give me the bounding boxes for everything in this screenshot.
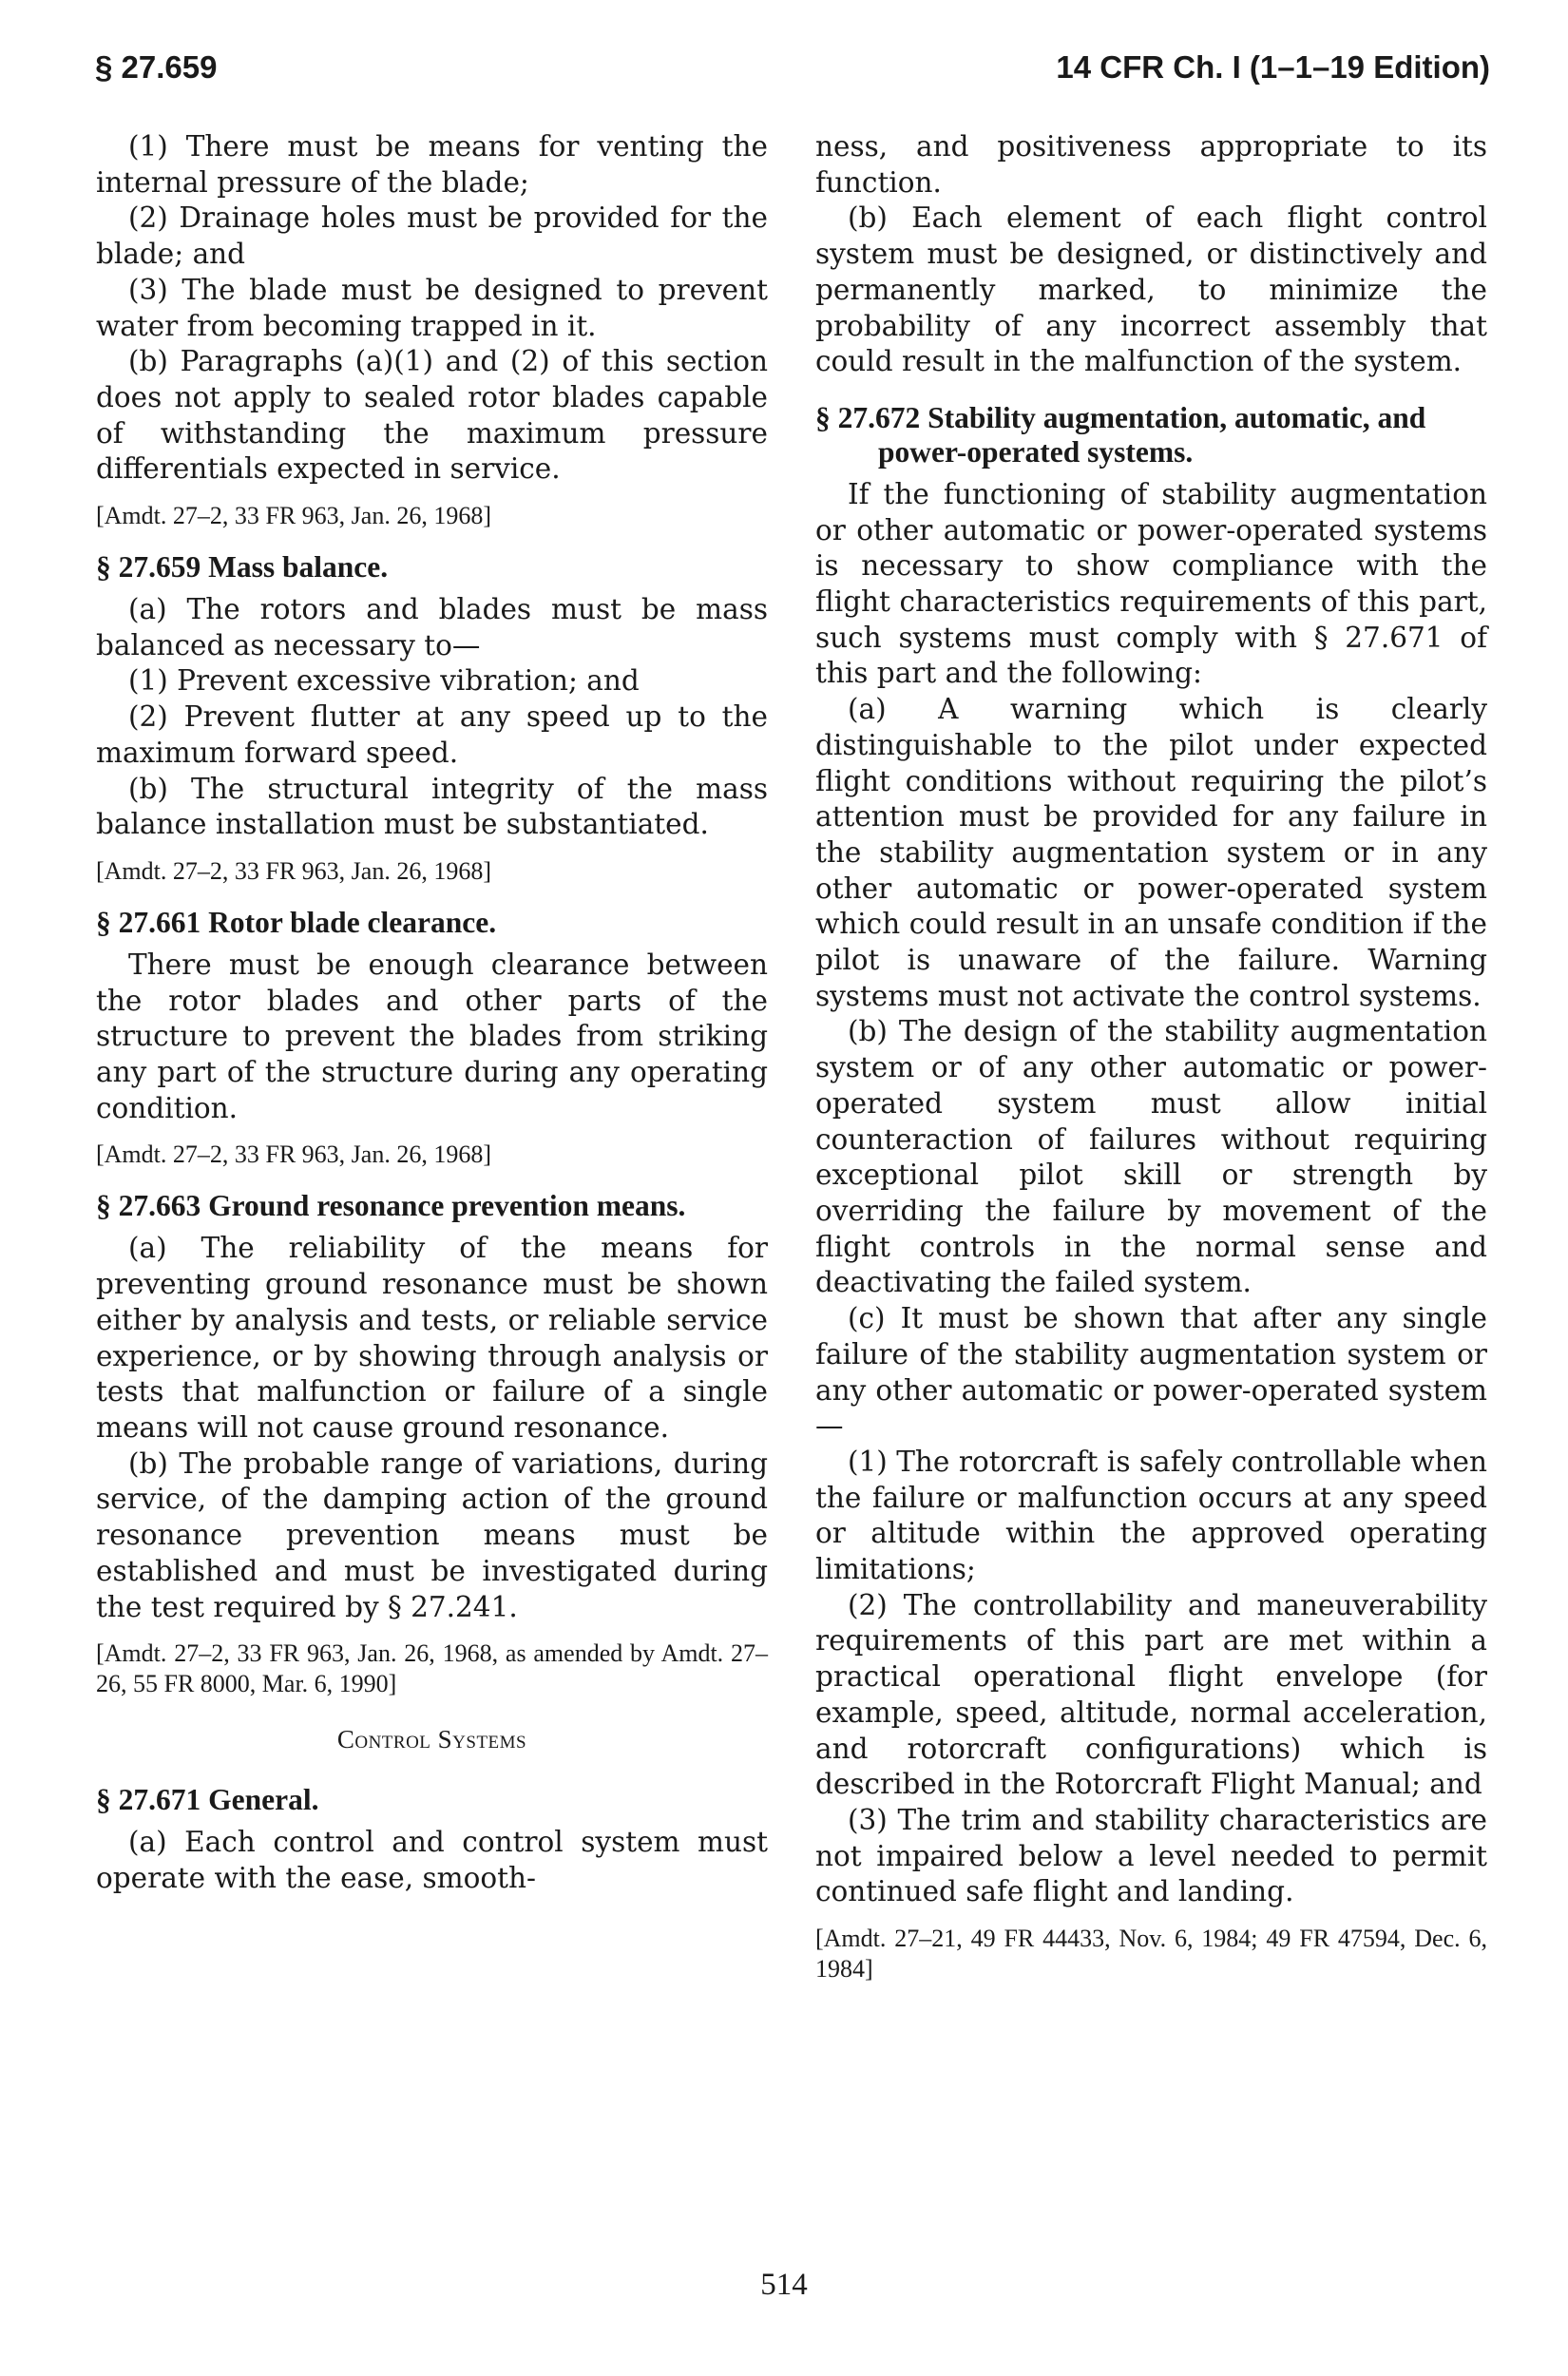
paragraph: (a) A warning which is clearly distinguishable to the pilot under expected flight conditions without requiring the pilot’s attention must be provided for any failure in the stability augmentation system or in any other automatic or power-operated system which could result in an unsafe condition if the pilot is unaware of the failure. Warning systems must not activate the control systems.: [815, 693, 1487, 1012]
page-number: 514: [760, 2268, 808, 2302]
section-heading-27-671: § 27.671 General.: [96, 1782, 319, 1816]
amendment-citation: [Amdt. 27–2, 33 FR 963, Jan. 26, 1968]: [96, 502, 491, 530]
paragraph: (2) Prevent flutter at any speed up to the maximum forward speed.: [96, 700, 768, 769]
paragraph: (b) Paragraphs (a)(1) and (2) of this section does not apply to sealed rotor blades capable of withstanding the maximum pressure differentials expected in service.: [96, 345, 768, 486]
header-section-number: § 27.659: [95, 49, 218, 85]
left-column: [96, 129, 768, 1896]
paragraph: (b) The design of the stability augmentation system or of any other automatic or power-operated system must allow initial counteraction of failures without requiring exceptional pilot skill or strength by overriding the failure by movement of the flight controls in the normal sense and deactivating the failed system.: [815, 1015, 1487, 1299]
paragraph: (b) Each element of each flight control system must be designed, or distinctively and permanently marked, to minimize the probability of any incorrect assembly that could result in the malfunction of the system.: [815, 201, 1487, 378]
paragraph: (3) The trim and stability characteristics are not impaired below a level needed to permit continued safe flight and landing.: [815, 1803, 1487, 1908]
amendment-citation: [Amdt. 27–2, 33 FR 963, Jan. 26, 1968, as amended by Amdt. 27–26, 55 FR 8000, Mar. 6, 1990]: [96, 1639, 768, 1698]
paragraph: (2) Drainage holes must be provided for the blade; and: [96, 201, 768, 271]
section-heading-27-663: § 27.663 Ground resonance prevention means.: [96, 1189, 686, 1223]
paragraph: (a) Each control and control system must operate with the ease, smooth-: [96, 1825, 768, 1894]
section-heading-27-661: § 27.661 Rotor blade clearance.: [96, 905, 497, 939]
paragraph: (c) It must be shown that after any single failure of the stability augmentation system or any other automatic or power-operated system—: [815, 1302, 1487, 1443]
right-column: [815, 129, 1487, 2003]
paragraph: There must be enough clearance between the rotor blades and other parts of the structure to prevent the blades from striking any part of the structure during any operating condition.: [96, 948, 768, 1124]
paragraph: (b) The probable range of variations, during service, of the damping action of the ground resonance prevention means must be established and must be investigated during the test required by § 27.241.: [96, 1447, 768, 1623]
paragraph: (b) The structural integrity of the mass balance installation must be substantiated.: [96, 772, 768, 841]
paragraph: (1) Prevent excessive vibration; and: [128, 664, 640, 698]
header-title: 14 CFR Ch. I (1–1–19 Edition): [1056, 49, 1490, 85]
running-header: [95, 49, 1490, 95]
section-heading-27-672: § 27.672 Stability augmentation, automatic, and power-operated systems.: [815, 400, 1426, 469]
paragraph: (2) The controllability and maneuverability requirements of this part are met within a practical operational flight envelope (for example, speed, altitude, normal acceleration, and rotorcraft configurations) which is described in the Rotorcraft Flight Manual; and: [815, 1588, 1487, 1801]
paragraph: (1) There must be means for venting the internal pressure of the blade;: [96, 130, 768, 199]
section-heading-27-659: § 27.659 Mass balance.: [96, 550, 389, 584]
paragraph: If the functioning of stability augmentation or other automatic or power-operated systems is necessary to show compliance with the flight characteristics requirements of this part, such systems must comply with § 27.671 of this part and the following:: [815, 477, 1487, 690]
paragraph: (3) The blade must be designed to prevent water from becoming trapped in it.: [96, 273, 768, 342]
paragraph: (1) The rotorcraft is safely controllable when the failure or malfunction occurs at any speed or altitude within the approved operating limitations;: [815, 1445, 1487, 1586]
paragraph: (a) The rotors and blades must be mass balanced as necessary to—: [96, 593, 768, 661]
amendment-citation: [Amdt. 27–21, 49 FR 44433, Nov. 6, 1984; 49 FR 47594, Dec. 6, 1984]: [815, 1925, 1487, 1983]
amendment-citation: [Amdt. 27–2, 33 FR 963, Jan. 26, 1968]: [96, 1140, 491, 1169]
paragraph-continuation: ness, and positiveness appropriate to its function.: [815, 130, 1487, 199]
paragraph: (a) The reliability of the means for preventing ground resonance must be shown either by analysis and tests, or reliable service experience, or by showing through analysis or tests that malfunction or failure of a single means will not cause ground resonance.: [96, 1232, 768, 1444]
center-heading-control-systems: Control Systems: [336, 1725, 527, 1754]
amendment-citation: [Amdt. 27–2, 33 FR 963, Jan. 26, 1968]: [96, 856, 491, 885]
